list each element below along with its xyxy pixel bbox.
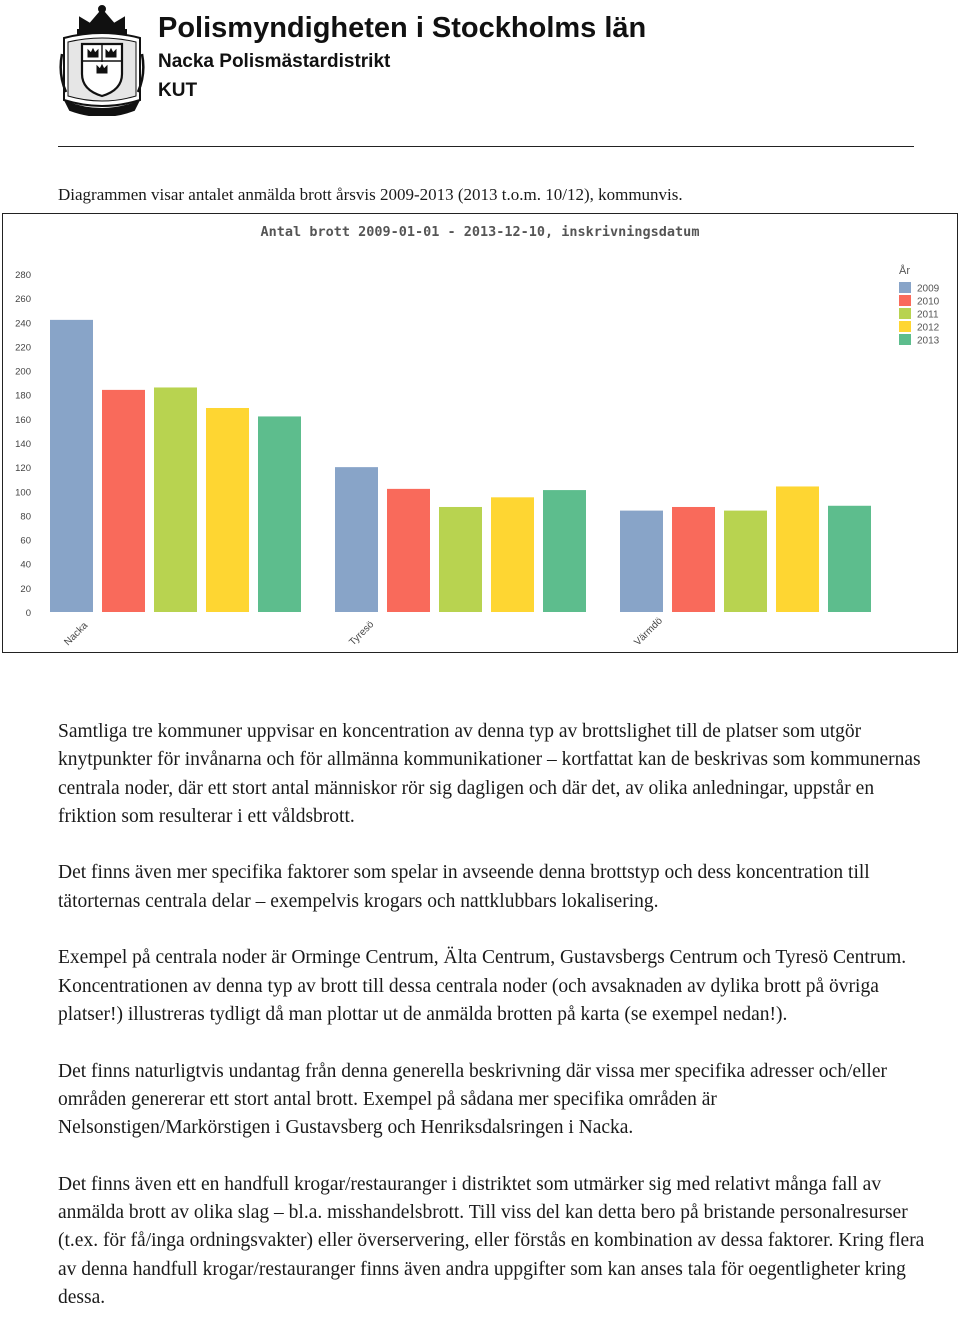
paragraph-4: Det finns naturligtvis undantag från denna generella beskrivning där vissa mer specifika adresser och/eller områden genererar ett stort antal brott. Exempel på sådana mer specifika områden är Nelsonstigen/Markörstigen i Gustavsberg och Henriksdalsringen i Nacka. xyxy=(58,1060,887,1139)
bar xyxy=(620,511,663,612)
category-label: Värmdö xyxy=(632,615,665,649)
body-text xyxy=(58,718,928,1341)
y-tick-label: 40 xyxy=(20,559,31,571)
legend-swatch xyxy=(899,295,911,306)
y-tick-label: 180 xyxy=(15,390,31,402)
category-label: Nacka xyxy=(62,620,91,649)
legend-swatch xyxy=(899,308,911,319)
legend-label: 2013 xyxy=(917,335,940,347)
unit-name: KUT xyxy=(158,80,198,101)
bar xyxy=(491,497,534,612)
y-tick-label: 80 xyxy=(20,511,31,523)
bar xyxy=(543,490,586,612)
bar xyxy=(258,416,301,612)
paragraph-3: Exempel på centrala noder är Orminge Centrum, Älta Centrum, Gustavsbergs Centrum och Tyresö Centrum. Koncentrationen av denna typ av brott till dessa centrala noder (och avsaknaden av dylika brott på övriga platser!) illustreras tydligt då man plottar ut de anmälda brotten på karta (se exempel nedan!). xyxy=(58,947,907,1025)
y-tick-label: 260 xyxy=(15,294,31,306)
legend-label: 2011 xyxy=(917,309,939,321)
bar xyxy=(672,507,715,612)
y-tick-label: 140 xyxy=(15,439,31,450)
header-divider xyxy=(58,146,914,147)
legend-swatch xyxy=(899,334,911,345)
y-tick-label: 240 xyxy=(15,318,31,330)
legend-swatch xyxy=(899,321,911,332)
bar xyxy=(439,507,482,612)
y-tick-label: 160 xyxy=(15,414,31,426)
y-tick-label: 100 xyxy=(15,487,31,499)
y-tick-label: 220 xyxy=(15,342,31,354)
bar xyxy=(387,489,430,612)
y-tick-label: 280 xyxy=(15,270,31,281)
y-tick-label: 20 xyxy=(20,583,31,595)
bar xyxy=(50,320,93,612)
bar xyxy=(154,387,197,612)
bar xyxy=(335,467,378,612)
bar xyxy=(776,486,819,612)
legend-label: 2012 xyxy=(917,322,940,334)
bar xyxy=(724,511,767,612)
organization-title: Polismyndigheten i Stockholms län xyxy=(158,12,647,44)
legend-label: 2009 xyxy=(917,283,940,295)
paragraph-5: Det finns även ett en handfull krogar/restauranger i distriktet som utmärker sig med relativt många fall av anmälda brott av olika slag – bl.a. misshandelsbrott. Till viss del kan detta bero på bristande personalresurser (t.ex. för få/inga ordningsvakter) eller överservering, eller förstås en kombination av dessa faktorer. Kring flera av denna handfull krogar/restauranger finns även andra uppgifter som kan anses tala för oegentligheter kring dessa. xyxy=(58,1173,925,1308)
police-emblem-logo xyxy=(58,4,146,116)
chart-canvas xyxy=(3,214,957,652)
bar xyxy=(102,390,145,612)
y-tick-label: 200 xyxy=(15,366,31,378)
y-tick-label: 120 xyxy=(15,463,31,475)
y-tick-label: 0 xyxy=(25,608,31,619)
bar xyxy=(206,408,249,612)
chart-intro-text: Diagrammen visar antalet anmälda brott årsvis 2009-2013 (2013 t.o.m. 10/12), kommunvis. xyxy=(58,185,683,204)
legend-label: 2010 xyxy=(917,296,940,308)
paragraph-2: Det finns även mer specifika faktorer som spelar in avseende denna brottstyp och dess koncentration till tätorternas centrala delar – exempelvis krogars och nattklubbars lokalisering. xyxy=(58,862,870,912)
legend-swatch xyxy=(899,282,911,293)
paragraph-1: Samtliga tre kommuner uppvisar en koncentration av denna typ av brottslighet till de platser som utgör knytpunkter för invånarna och för allmänna kommunikationer – kortfattat kan de beskrivas som kommunernas centrala noder, där ett stort antal människor rör sig dagligen och där det, av olika anledningar, uppstår en friktion som resulterar i ett våldsbrott. xyxy=(58,721,921,827)
legend-title: År xyxy=(899,265,910,277)
bar xyxy=(828,506,871,612)
chart-title: Antal brott 2009-01-01 - 2013-12-10, inskrivningsdatum xyxy=(260,224,700,240)
category-label: Tyresö xyxy=(347,619,377,649)
y-tick-label: 60 xyxy=(20,535,31,547)
district-name: Nacka Polismästardistrikt xyxy=(158,51,391,72)
crime-bar-chart xyxy=(2,213,958,653)
